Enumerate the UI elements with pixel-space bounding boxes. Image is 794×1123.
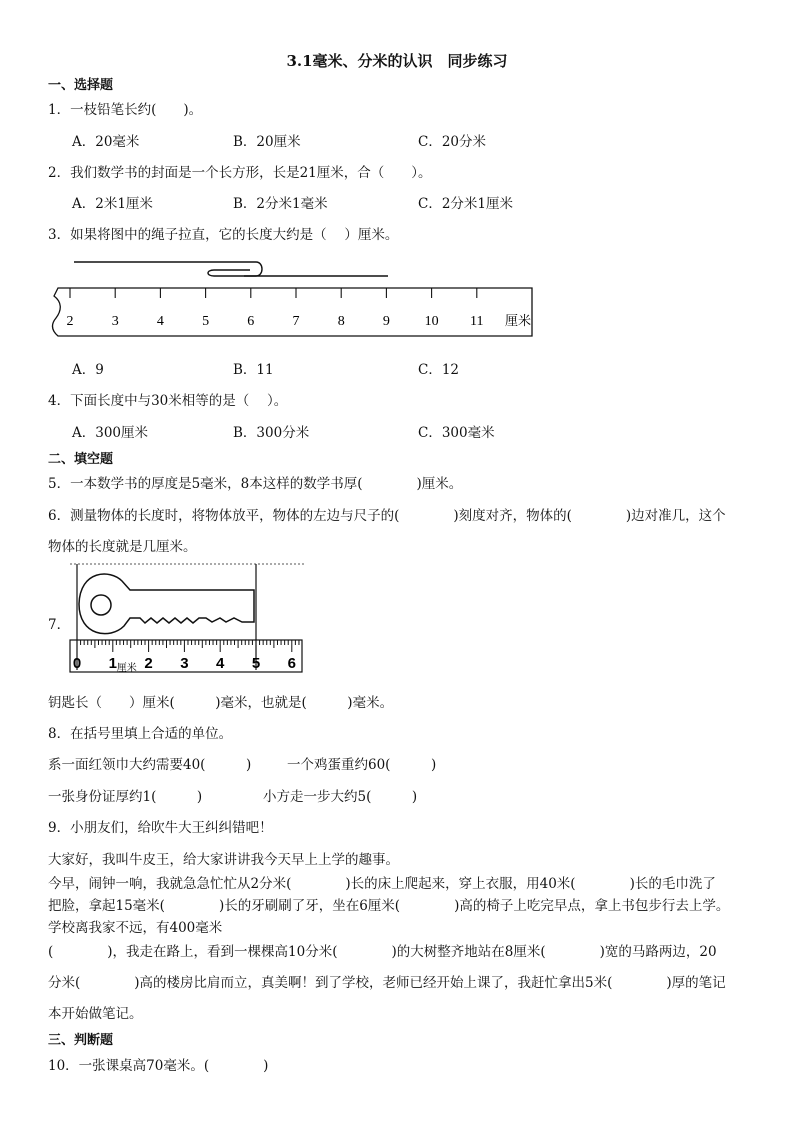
ruler-number: 11 (470, 314, 484, 329)
ruler-number: 2 (66, 314, 74, 329)
ruler-number: 4 (156, 314, 164, 329)
ruler-unit: 厘米 (504, 313, 532, 328)
q3-option-c: C．12 (418, 362, 460, 378)
ruler-ticks (70, 288, 477, 298)
ruler-number: 6 (247, 314, 255, 329)
question-4: 4．下面长度中与30米相等的是（ ）。 (48, 393, 288, 409)
key-ruler-number: 1 (108, 655, 117, 672)
q1-option-a: A．20毫米 (72, 134, 140, 150)
question-1: 1．一枝铅笔长约( )。 (48, 102, 203, 118)
key-ruler-svg (66, 560, 306, 678)
q9-line-2: 今早，闹钟一响，我就急急忙忙从2分米( )长的床上爬起来，穿上衣服，用40米( )长的毛巾洗了 (48, 876, 716, 892)
q8-row2-b: 小方走一步大约5( ) (263, 789, 418, 805)
q3-option-a: A．9 (72, 362, 104, 378)
question-9: 9．小朋友们，给吹牛大王纠纠错吧！ (48, 820, 273, 836)
question-10: 10．一张课桌高70毫米。( ) (48, 1058, 269, 1074)
q9-line-1: 大家好，我叫牛皮王，给大家讲讲我今天早上上学的趣事。 (48, 852, 399, 868)
ruler-numbers (67, 313, 532, 329)
q8-row1-a: 系一面红领巾大约需要40( ) (48, 757, 252, 773)
q9-line-3: 把脸，拿起15毫米( )长的牙刷刷了牙，坐在6厘米( )高的椅子上吃完早点，拿上书包步行去上学。 (48, 898, 730, 914)
ruler-number: 5 (202, 314, 210, 329)
ruler-number: 3 (111, 314, 119, 329)
question-6-line-2: 物体的长度就是几厘米。 (48, 539, 197, 555)
section-heading: 一、选择题 (48, 78, 114, 93)
q4-option-a: A．300厘米 (72, 425, 149, 441)
key-ruler-number: 3 (180, 655, 189, 672)
rope-ruler-figure (48, 252, 534, 342)
ruler-number: 9 (382, 314, 390, 329)
key-ruler-number: 4 (216, 655, 225, 672)
question-2: 2．我们数学书的封面是一个长方形，长是21厘米，合（ ）。 (48, 165, 432, 181)
q9-line-4: 学校离我家不远，有400毫米 (48, 920, 223, 936)
q8-row2-a: 一张身份证厚约1( ) (48, 789, 203, 805)
q2-option-c: C．2分米1厘米 (418, 196, 514, 212)
question-5: 5．一本数学书的厚度是5毫米，8本这样的数学书厚( )厘米。 (48, 476, 463, 492)
section-heading: 三、判断题 (48, 1033, 114, 1048)
key-ruler-figure (66, 560, 306, 678)
question-6-line-1: 6．测量物体的长度时，将物体放平，物体的左边与尺子的( )刻度对齐，物体的( )边对准几，这个 (48, 508, 726, 524)
question-7-label: 7． (48, 617, 71, 633)
key-ruler-unit: 厘米 (116, 663, 137, 674)
key-ruler-number: 2 (144, 655, 153, 672)
key-ruler-number: 5 (251, 655, 261, 672)
ruler-number: 7 (292, 314, 300, 329)
key-ruler-ticks (77, 640, 299, 652)
rope-ruler-svg (48, 252, 534, 342)
key-ruler-numbers (73, 655, 296, 674)
question-3: 3．如果将图中的绳子拉直，它的长度大约是（ ）厘米。 (48, 227, 399, 243)
key-ruler-number: 0 (72, 655, 82, 672)
q9-line-5: ( )，我走在路上，看到一棵棵高10分米( )的大树整齐地站在8厘米( )宽的马路两边，20 (48, 944, 717, 960)
q2-option-a: A．2米1厘米 (72, 196, 153, 212)
q3-option-b: B．11 (233, 362, 274, 378)
q1-option-c: C．20分米 (418, 134, 487, 150)
q8-row1-b: 一个鸡蛋重约60( ) (287, 757, 437, 773)
q4-option-b: B．300分米 (233, 425, 310, 441)
rope (74, 262, 388, 276)
q9-line-7: 本开始做笔记。 (48, 1006, 143, 1022)
q2-option-b: B．2分米1毫米 (233, 196, 328, 212)
page-title: 3.1毫米、分米的认识 同步练习 (286, 52, 508, 70)
section-heading: 二、填空题 (48, 452, 114, 467)
ruler-number: 10 (424, 314, 439, 329)
key-drawing (79, 574, 254, 634)
question-7-answer: 钥匙长（ ）厘米( )毫米，也就是( )毫米。 (48, 695, 394, 711)
q9-line-6: 分米( )高的楼房比肩而立，真美啊！到了学校，老师已经开始上课了，我赶忙拿出5米( )厚的笔记 (48, 975, 726, 991)
ruler-number: 8 (337, 314, 345, 329)
q1-option-b: B．20厘米 (233, 134, 301, 150)
q4-option-c: C．300毫米 (418, 425, 495, 441)
question-8: 8．在括号里填上合适的单位。 (48, 726, 233, 742)
key-ruler-number: 6 (287, 655, 296, 672)
